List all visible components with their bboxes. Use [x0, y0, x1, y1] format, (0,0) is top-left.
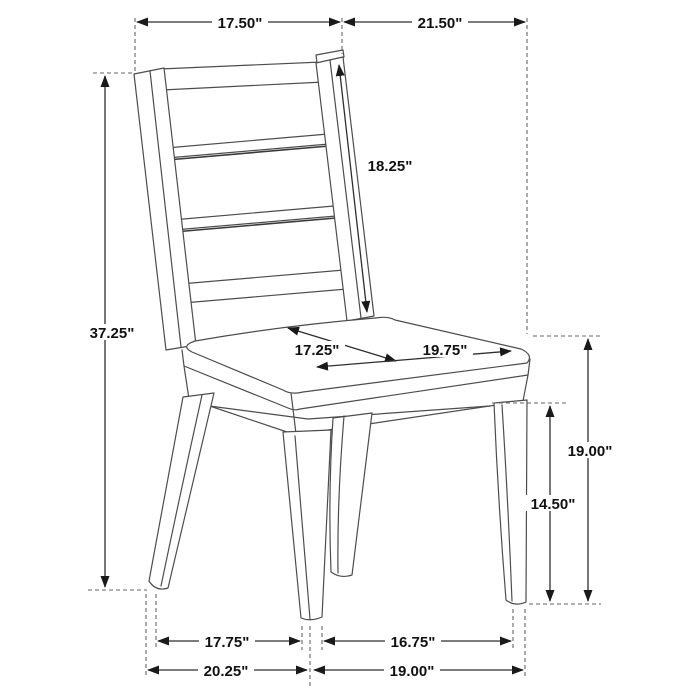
- front-left-leg: [283, 430, 331, 620]
- dim-label-top-seat-depth: 21.50": [417, 15, 463, 32]
- dim-label-seat-depth: 17.25": [294, 342, 340, 359]
- dim-seat-height: [562, 339, 618, 601]
- dim-label-overall-height: 37.25": [89, 325, 135, 342]
- seat-top: [187, 317, 530, 393]
- dim-front-leg-span: [158, 633, 300, 651]
- dim-top-seat-depth: [344, 14, 525, 32]
- dim-label-seat-width: 19.75": [422, 342, 468, 359]
- dim-label-top-back-width: 17.50": [217, 15, 263, 32]
- chair-drawing: [134, 50, 530, 620]
- dim-label-base-rear-depth: 19.00": [389, 663, 435, 680]
- dim-label-seat-height: 19.00": [567, 443, 613, 460]
- back-top-rail: [160, 62, 324, 90]
- chair-back-slats: [160, 62, 347, 303]
- back-bottom-rail: [180, 270, 347, 303]
- dim-apron-clearance: [525, 406, 581, 601]
- back-slat-2: [166, 134, 329, 158]
- dim-label-back-height: 18.25": [367, 158, 413, 175]
- back-right-leg: [330, 413, 372, 576]
- dim-label-front-leg-span: 17.75": [204, 634, 250, 651]
- chair-back-stiles: [134, 50, 374, 350]
- dim-overall-height: [84, 76, 140, 587]
- dim-label-rear-leg-span: 16.75": [390, 634, 436, 651]
- dim-rear-leg-span: [324, 633, 511, 651]
- dim-base-front-depth: [148, 662, 307, 680]
- dim-label-apron-clearance: 14.50": [530, 496, 576, 513]
- dim-base-rear-depth: [314, 662, 523, 680]
- dim-label-base-front-depth: 20.25": [203, 663, 249, 680]
- chair-legs: [149, 393, 527, 620]
- dim-top-back-width: [137, 14, 340, 32]
- back-slat-3: [172, 206, 336, 230]
